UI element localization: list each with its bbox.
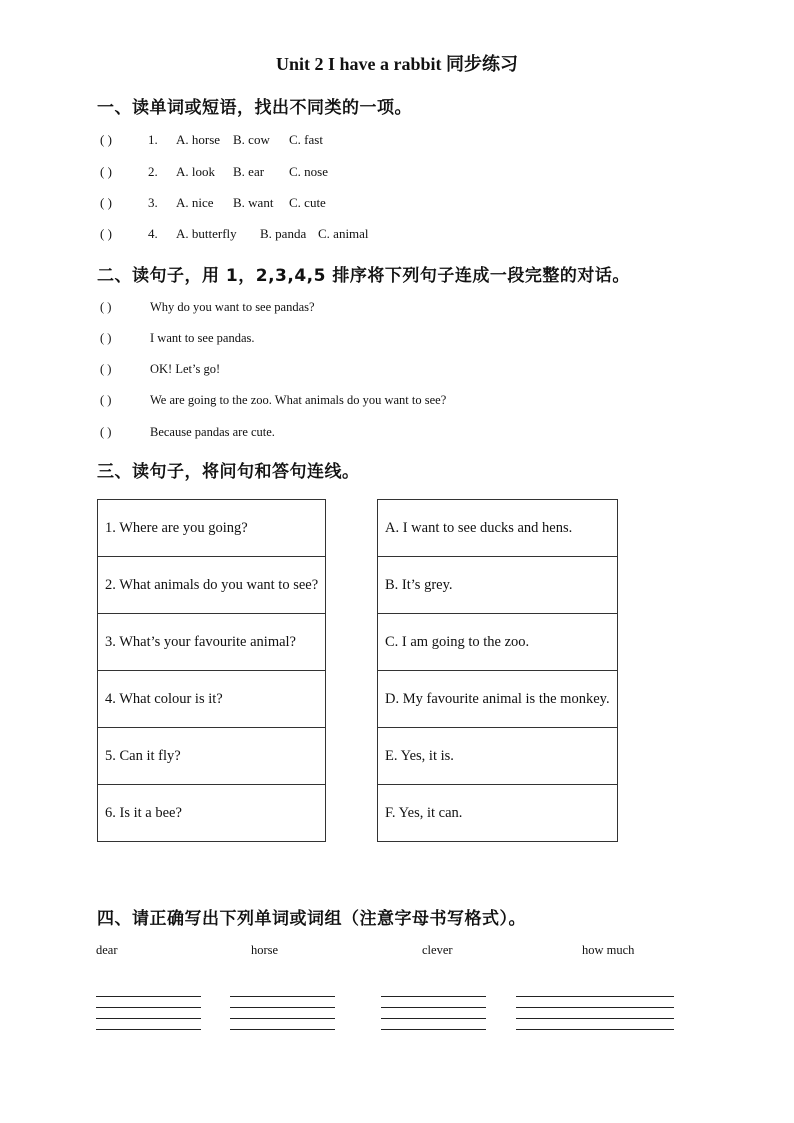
writing-line (96, 1029, 201, 1030)
option-a: A. horse (176, 132, 221, 147)
writing-line (230, 1007, 335, 1008)
answer-cell[interactable]: B. It’s grey. (378, 557, 618, 614)
answer-cell[interactable]: E. Yes, it is. (378, 728, 618, 785)
question-cell[interactable]: 3. What’s your favourite animal? (98, 614, 326, 671)
page-title: Unit 2 I have a rabbit 同步练习 (275, 54, 518, 74)
word-clever: clever (422, 943, 453, 957)
order-blank[interactable]: ( ) (100, 425, 112, 439)
section3-heading: 三、读句子，将问句和答句连线。 (97, 462, 360, 482)
writing-lines[interactable] (96, 996, 201, 1040)
item-number: 2. (148, 164, 158, 179)
writing-line (96, 1018, 201, 1019)
section1-item (100, 194, 326, 212)
questions-table (97, 499, 326, 842)
writing-lines[interactable] (230, 996, 335, 1040)
word-dear: dear (96, 943, 118, 957)
answers-table (377, 499, 618, 842)
item-number: 4. (148, 226, 158, 241)
dialogue-item (100, 329, 254, 347)
writing-line (381, 1029, 486, 1030)
option-b: B. cow (233, 132, 270, 147)
word-how-much: how much (582, 943, 635, 957)
dialogue-item (100, 423, 275, 441)
writing-line (381, 996, 486, 997)
writing-line (516, 1018, 674, 1019)
answer-cell[interactable]: F. Yes, it can. (378, 785, 618, 842)
writing-lines[interactable] (381, 996, 486, 1040)
option-a: A. butterfly (176, 226, 237, 241)
dialogue-sentence: Why do you want to see pandas? (150, 300, 315, 314)
item-number: 1. (148, 132, 158, 147)
writing-line (230, 1029, 335, 1030)
writing-line (230, 1018, 335, 1019)
option-c: C. fast (289, 132, 323, 147)
answer-cell[interactable]: D. My favourite animal is the monkey. (378, 671, 618, 728)
question-cell[interactable]: 6. Is it a bee? (98, 785, 326, 842)
order-blank[interactable]: ( ) (100, 362, 112, 376)
order-blank[interactable]: ( ) (100, 300, 112, 314)
dialogue-item (100, 298, 315, 316)
answer-cell[interactable]: C. I am going to the zoo. (378, 614, 618, 671)
dialogue-sentence: Because pandas are cute. (150, 425, 275, 439)
option-b: B. panda (260, 226, 307, 241)
dialogue-sentence: We are going to the zoo. What animals do you want to see? (150, 393, 447, 407)
writing-line (230, 996, 335, 997)
option-a: A. nice (176, 195, 214, 210)
dialogue-sentence: I want to see pandas. (150, 331, 255, 345)
word-horse: horse (251, 943, 279, 957)
section1-heading: 一、读单词或短语，找出不同类的一项。 (97, 98, 412, 118)
answer-blank[interactable]: ( ) (100, 226, 112, 241)
writing-line (381, 1018, 486, 1019)
item-number: 3. (148, 195, 158, 210)
writing-line (516, 996, 674, 997)
answer-blank[interactable]: ( ) (100, 195, 112, 210)
question-cell[interactable]: 2. What animals do you want to see? (98, 557, 326, 614)
question-cell[interactable]: 5. Can it fly? (98, 728, 326, 785)
option-a: A. look (176, 164, 215, 179)
option-c: C. animal (318, 226, 369, 241)
question-cell[interactable]: 1. Where are you going? (98, 500, 326, 557)
answer-cell[interactable]: A. I want to see ducks and hens. (378, 500, 618, 557)
writing-line (381, 1007, 486, 1008)
writing-line (516, 1029, 674, 1030)
option-c: C. cute (289, 195, 326, 210)
writing-line (516, 1007, 674, 1008)
section1-item (100, 225, 369, 243)
dialogue-sentence: OK! Let’s go! (150, 362, 221, 376)
section1-item (100, 131, 323, 149)
section1-item (100, 163, 328, 181)
section4-heading: 四、请正确写出下列单词或词组（注意字母书写格式）。 (97, 909, 526, 929)
writing-line (96, 996, 201, 997)
question-cell[interactable]: 4. What colour is it? (98, 671, 326, 728)
dialogue-item (100, 391, 446, 409)
dialogue-item (100, 360, 220, 378)
option-b: B. want (233, 195, 274, 210)
order-blank[interactable]: ( ) (100, 393, 112, 407)
answer-blank[interactable]: ( ) (100, 164, 112, 179)
option-b: B. ear (233, 164, 265, 179)
order-blank[interactable]: ( ) (100, 331, 112, 345)
writing-lines[interactable] (516, 996, 674, 1040)
writing-line (96, 1007, 201, 1008)
answer-blank[interactable]: ( ) (100, 132, 112, 147)
section2-heading: 二、读句子，用 1，2,3,4,5 排序将下列句子连成一段完整的对话。 (97, 266, 630, 286)
option-c: C. nose (289, 164, 328, 179)
